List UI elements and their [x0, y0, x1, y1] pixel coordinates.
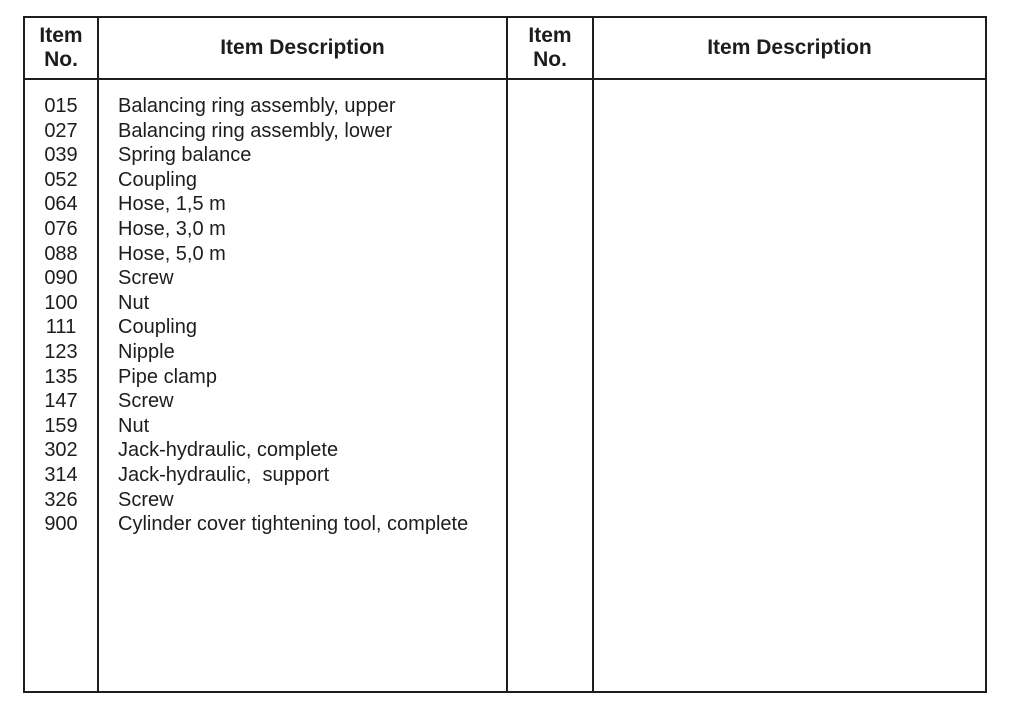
item-no-value: 100 [44, 291, 78, 314]
item-no-value: 900 [44, 513, 78, 536]
right-item-description-header: Item Description [594, 18, 985, 80]
item-no-value: 111 [45, 316, 77, 339]
item-no-value: 314 [44, 463, 78, 486]
item-description-value: Hose, 5,0 m [118, 242, 226, 265]
item-description-value: Balancing ring assembly, upper [118, 95, 396, 117]
parts-list-table [23, 16, 987, 693]
item-no-value: 076 [44, 217, 78, 240]
item-no-value: 039 [44, 144, 78, 167]
item-no-value: 064 [44, 193, 78, 216]
item-description-value: Jack-hydraulic, complete [118, 439, 339, 462]
item-description-value: Nut [118, 291, 150, 314]
right-item-no-header: Item No. [508, 18, 594, 80]
item-description-value: Screw [118, 267, 174, 290]
left-item-no-cell [25, 80, 99, 691]
item-no-value: 135 [44, 365, 78, 388]
item-description-value: Pipe clamp [118, 365, 217, 388]
item-no-value: 090 [44, 267, 78, 290]
left-item-no-header: Item No. [25, 18, 99, 80]
item-description-value: Spring balance [118, 144, 252, 167]
item-no-value: 027 [44, 119, 78, 142]
item-no-value: 088 [44, 242, 78, 265]
item-description-value: Screw [118, 488, 174, 511]
item-description-value: Screw [118, 390, 174, 413]
item-description-value: Nut [118, 414, 150, 437]
item-description-value: Balancing ring assembly, lower [118, 119, 393, 142]
item-no-value: 147 [44, 390, 78, 413]
item-description-value: Cylinder cover tightening tool, complete [118, 513, 469, 536]
left-item-description-header: Item Description [99, 18, 508, 80]
right-item-description-cell [594, 80, 985, 691]
item-description-value: Hose, 1,5 m [118, 193, 226, 216]
item-no-value: 326 [44, 488, 78, 511]
item-description-value: Coupling [118, 168, 197, 191]
item-description-value: Jack-hydraulic, support [118, 463, 330, 486]
item-description-value: Nipple [118, 340, 175, 363]
item-no-value: 052 [44, 168, 78, 191]
item-description-value: Hose, 3,0 m [118, 217, 226, 240]
left-item-description-cell [99, 80, 508, 691]
item-no-value: 123 [44, 340, 78, 363]
right-item-no-cell [508, 80, 594, 691]
item-no-value: 015 [44, 95, 78, 117]
item-description-value: Coupling [118, 316, 197, 339]
item-no-value: 159 [44, 414, 78, 437]
item-no-value: 302 [44, 439, 78, 462]
